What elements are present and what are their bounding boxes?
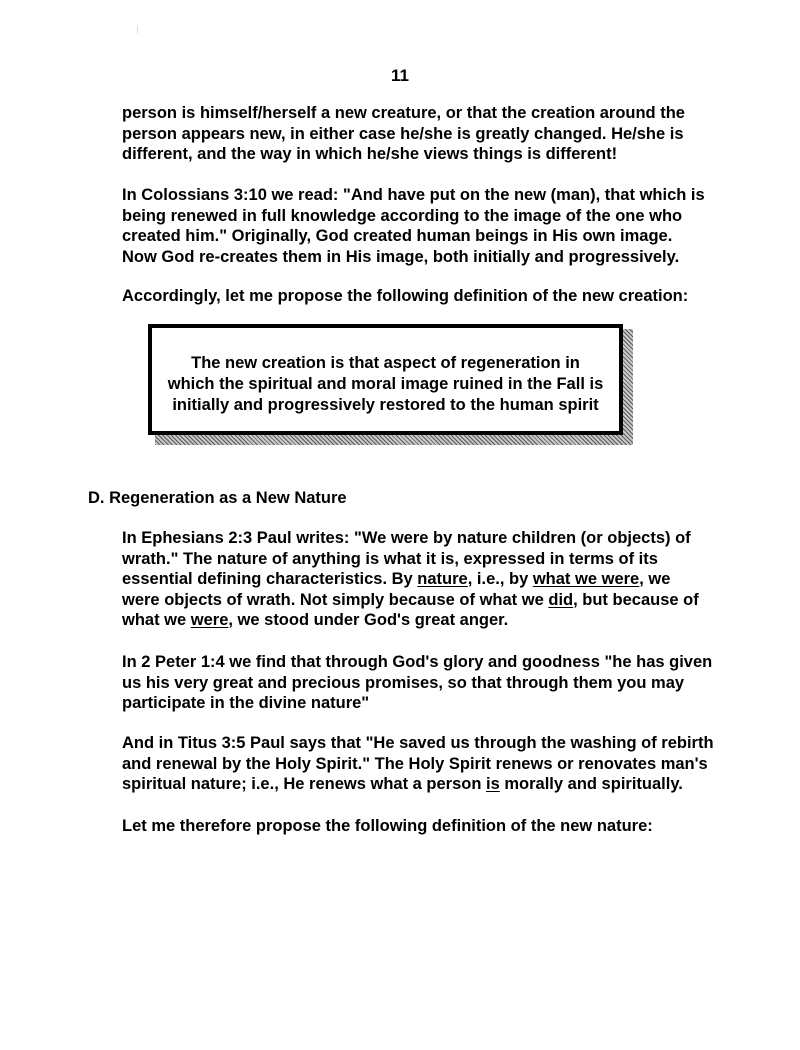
text-span: , we stood under God's great anger. [228, 611, 509, 629]
paragraph-ephesians [122, 528, 722, 631]
text-line: being renewed in full knowledge according to the image of the one who [122, 206, 683, 225]
text-span: morally and spiritually. [499, 775, 683, 793]
paragraph-titus [122, 733, 722, 795]
definition-line: The new creation is that aspect of regeneration in [191, 354, 580, 372]
text-line: And in Titus 3:5 Paul says that "He saved us through the washing of rebirth [122, 734, 714, 752]
text-line: In Ephesians 2:3 Paul writes: "We were by nature children (or objects) of [122, 529, 691, 547]
text-line: Let me therefore propose the following definition of the new nature: [122, 817, 653, 835]
text-span: were objects of wrath. Not simply because of what we [122, 590, 549, 609]
text-line: In Colossians 3:10 we read: "And have put on the new (man), that which is [122, 186, 705, 204]
paragraph-colossians [122, 185, 722, 267]
text-line: person is himself/herself a new creature, or that the creation around the [122, 104, 685, 122]
text-line: different, and the way in which he/she views things is different! [122, 145, 618, 163]
underlined-word: nature [417, 570, 468, 588]
definition-text [152, 353, 619, 416]
text-line: In 2 Peter 1:4 we find that through God's glory and goodness "he has given [122, 653, 713, 671]
page-number: 11 [391, 66, 409, 85]
text-line [122, 774, 722, 795]
paragraph-2-peter [122, 652, 722, 714]
text-line: participate in the divine nature" [122, 694, 370, 712]
text-span: spiritual nature; i.e., He renews what a person [122, 775, 487, 793]
paragraph-propose-new-nature [122, 816, 722, 837]
text-line: Now God re-creates them in His image, both initially and progressively. [122, 247, 680, 266]
text-line [122, 569, 722, 590]
text-line: Accordingly, let me propose the following definition of the new creation: [122, 287, 689, 305]
text-line: us his very great and precious promises, so that through them you may [122, 673, 685, 692]
paragraph-accordingly [122, 286, 722, 307]
text-line [122, 610, 722, 631]
text-line: person appears new, in either case he/she is greatly changed. He/she is [122, 124, 684, 143]
section-heading: D. Regeneration as a New Nature [88, 489, 347, 507]
text-line: and renewal by the Holy Spirit." The Holy Spirit renews or renovates man's [122, 754, 708, 773]
text-span: what we [122, 611, 191, 629]
text-line: wrath." The nature of anything is what it is, expressed in terms of its [122, 549, 658, 568]
text-line: created him." Originally, God created human beings in His own image. [122, 227, 673, 245]
underlined-word: did [548, 590, 574, 609]
definition-box-new-creation [148, 324, 623, 435]
text-span: essential defining characteristics. By [122, 570, 418, 588]
definition-line: initially and progressively restored to the human spirit [172, 396, 599, 414]
underlined-word: is [486, 775, 500, 793]
underlined-word: were [190, 611, 229, 629]
text-span: , but because of [573, 590, 699, 609]
text-span: , we [639, 570, 671, 588]
text-line [122, 590, 722, 611]
paragraph-new-creature [122, 103, 722, 165]
definition-line: which the spiritual and moral image ruined in the Fall is [167, 375, 604, 393]
scan-speck [137, 25, 138, 33]
underlined-phrase: what we were [532, 570, 640, 588]
text-span: , i.e., by [467, 570, 533, 588]
